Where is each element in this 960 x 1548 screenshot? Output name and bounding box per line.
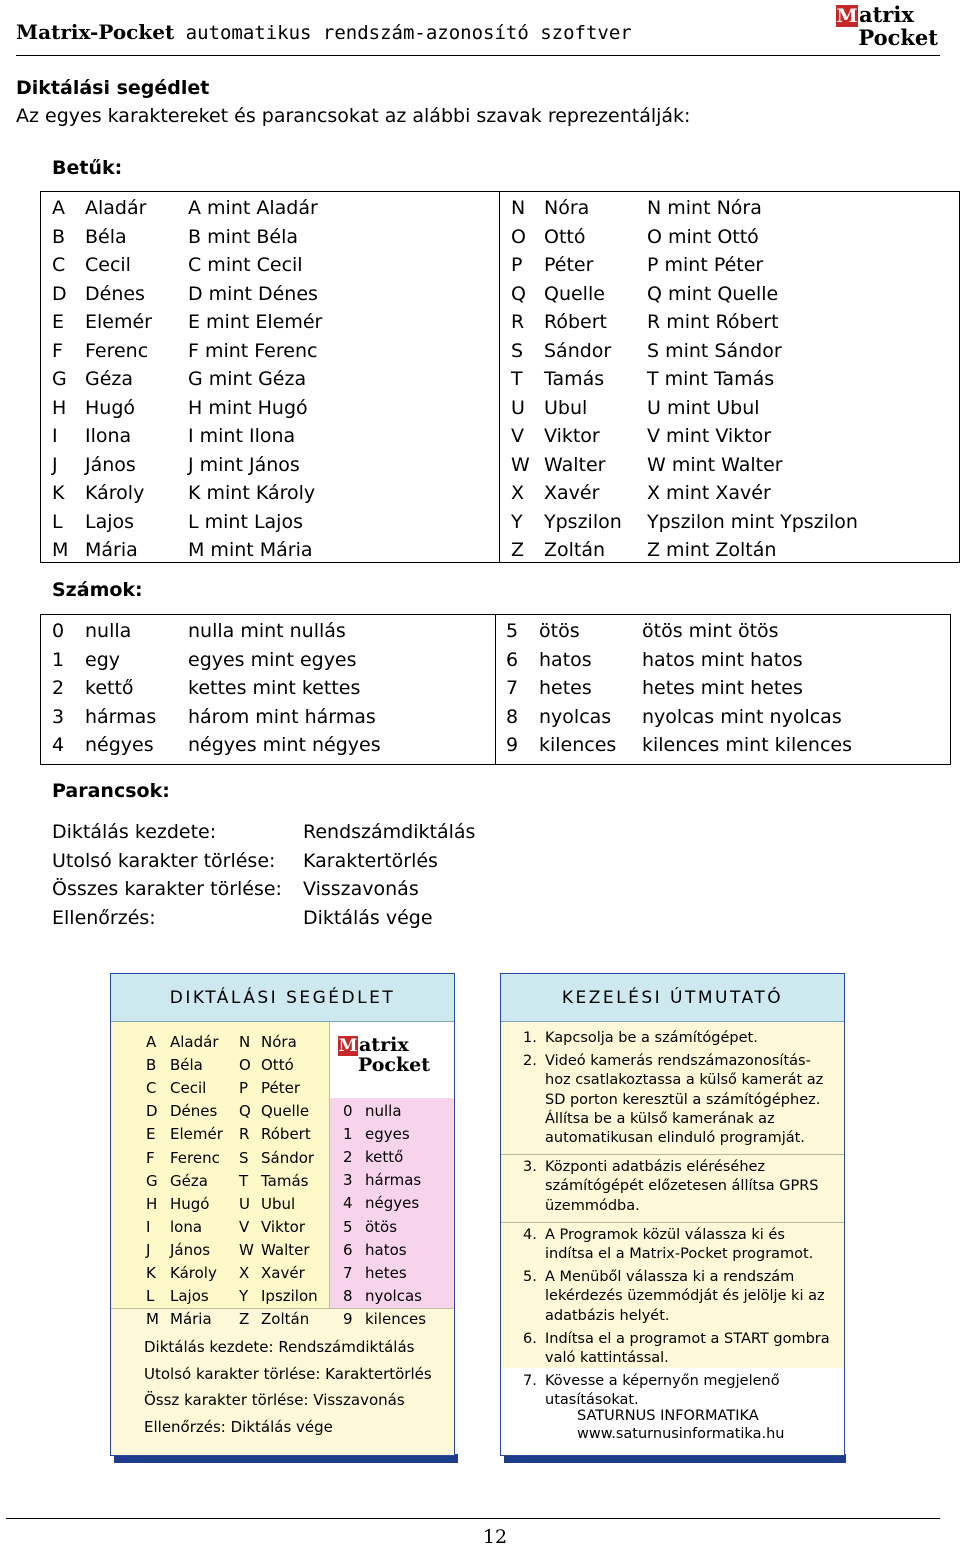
letter-row-cell-3: N mint Nóra	[647, 197, 762, 219]
step-text-line: indítsa el a Matrix-Pocket programot.	[545, 1246, 814, 1262]
number-row-cell-2: egy	[85, 648, 120, 671]
card-letter-row-cell-1: U	[239, 1194, 250, 1213]
card-letter-row-cell-1: C	[146, 1079, 157, 1098]
number-row-cell-3: kilences mint kilences	[642, 734, 853, 756]
card-digit-row-cell-1: 2	[343, 1148, 353, 1167]
number-row-cell-2: kilences	[539, 734, 617, 756]
card-letter-row-cell-1: T	[239, 1171, 249, 1190]
letter-row-cell-2: Géza	[85, 368, 134, 390]
step-separator	[501, 1154, 845, 1155]
letter-row-cell-2: Xavér	[544, 482, 600, 504]
number-row-cell-3: négyes mint négyes	[188, 734, 381, 756]
card-letter-row-cell-2: Dénes	[170, 1102, 218, 1121]
card-digit-row-cell-1: 8	[343, 1286, 353, 1305]
card-letter-row-cell-1: D	[146, 1102, 158, 1121]
letter-row-cell-2: János	[85, 453, 136, 476]
step-number: 3.	[523, 1159, 537, 1176]
card-letter-row-cell-2: Viktor	[261, 1217, 306, 1236]
card-digit-row-cell-1: 4	[343, 1194, 353, 1213]
letter-row-cell-3: P mint Péter	[647, 254, 764, 276]
letter-row-cell-2: Róbert	[544, 311, 607, 333]
letter-row-cell-2: Dénes	[85, 282, 145, 305]
logo-atrix-text: atrix	[859, 2, 914, 27]
step-text-line: Videó kamerás rendszámazonosítás-	[545, 1053, 811, 1070]
letter-row-cell-3: E mint Elemér	[188, 311, 323, 333]
card-letter-row-cell-1: Z	[239, 1310, 250, 1329]
letter-row-cell-3: Q mint Quelle	[647, 282, 779, 305]
card-letter-row-cell-1: H	[146, 1194, 158, 1213]
letter-row-cell-3: Ypszilon mint Ypszilon	[647, 510, 858, 533]
step-number: 2.	[523, 1053, 537, 1070]
step-text-line: adatbázis helyét.	[545, 1307, 670, 1324]
page-number: 12	[482, 1526, 508, 1548]
card-letter-row-cell-1: P	[239, 1079, 249, 1098]
letter-row-cell-1: W	[511, 453, 530, 476]
letter-row-cell-3: K mint Károly	[188, 482, 316, 504]
letter-row-cell-2: Péter	[544, 254, 594, 276]
number-row-cell-1: 8	[506, 705, 519, 728]
number-row-cell-2: hármas	[85, 705, 157, 728]
card-letter-row-cell-1: I	[146, 1217, 151, 1236]
letter-row-cell-1: V	[511, 425, 524, 447]
step-text-line: való kattintással.	[545, 1350, 669, 1366]
card-digit-row-cell-1: 6	[343, 1240, 353, 1259]
number-row-cell-3: ötös mint ötös	[642, 620, 779, 642]
letter-row-cell-3: A mint Aladár	[188, 197, 318, 219]
number-row-cell-3: kettes mint kettes	[188, 677, 361, 699]
card-letter-row-cell-2: Nóra	[261, 1033, 297, 1051]
command-row-cell-2: Diktálás vége	[303, 906, 433, 929]
letter-row-cell-2: Béla	[85, 225, 127, 248]
card-digit-row-cell-2: hatos	[365, 1240, 407, 1259]
letter-row-cell-1: R	[511, 311, 525, 333]
letter-row-cell-3: I mint Ilona	[188, 425, 296, 447]
letter-row-cell-1: U	[511, 396, 525, 419]
number-row-cell-1: 6	[506, 648, 519, 671]
page-header	[16, 16, 940, 56]
card-letter-row-cell-1: K	[146, 1264, 156, 1282]
card-command-line: Össz karakter törlése: Visszavonás	[144, 1391, 405, 1409]
number-row-cell-2: hatos	[539, 648, 592, 671]
letter-row-cell-1: H	[52, 396, 67, 419]
letter-row-cell-2: Walter	[544, 453, 606, 476]
card-letter-row-cell-2: Lajos	[170, 1287, 209, 1306]
numbers-heading: Számok:	[52, 579, 143, 601]
letter-row-cell-1: L	[52, 510, 63, 533]
letter-row-cell-1: M	[52, 539, 69, 561]
letter-row-cell-3: U mint Ubul	[647, 396, 760, 419]
number-row-cell-1: 9	[506, 734, 519, 756]
number-row-cell-2: kettő	[85, 677, 134, 699]
letter-row-cell-1: F	[52, 339, 63, 362]
number-row-cell-3: három mint hármas	[188, 705, 376, 728]
letter-row-cell-2: Ottó	[544, 225, 586, 248]
letter-row-cell-3: X mint Xavér	[647, 482, 771, 504]
letter-row-cell-1: N	[511, 197, 526, 219]
step-text-line: Központi adatbázis eléréséhez	[545, 1159, 766, 1176]
card-command-line: Diktálás kezdete: Rendszámdiktálás	[144, 1338, 415, 1356]
card-letter-row-cell-2: Ipszilon	[261, 1287, 318, 1306]
letter-row-cell-3: G mint Géza	[188, 368, 307, 390]
card-letter-row-cell-2: Quelle	[261, 1102, 310, 1121]
card-letter-row-cell-1: L	[146, 1287, 155, 1306]
number-row-cell-3: nulla mint nullás	[188, 620, 346, 642]
commands-heading: Parancsok:	[52, 780, 170, 802]
letter-row-cell-3: C mint Cecil	[188, 254, 303, 276]
letters-table-divider	[499, 191, 500, 563]
letter-row-cell-1: B	[52, 225, 66, 248]
number-row-cell-2: ötös	[539, 620, 580, 642]
letter-row-cell-1: I	[52, 425, 58, 447]
command-row-cell-2: Karaktertörlés	[303, 849, 438, 872]
step-number: 7.	[523, 1373, 537, 1390]
letter-row-cell-1: O	[511, 225, 526, 248]
footer-rule	[6, 1518, 940, 1519]
letter-row-cell-3: L mint Lajos	[188, 510, 303, 533]
letter-row-cell-2: Ferenc	[85, 339, 149, 362]
card-letter-row-cell-2: Mária	[170, 1310, 212, 1329]
letter-row-cell-1: K	[52, 482, 65, 504]
card-letter-row-cell-1: O	[239, 1056, 251, 1075]
letter-row-cell-2: Quelle	[544, 282, 605, 305]
step-text-line: Állítsa be a külső kamerának az	[545, 1110, 775, 1127]
card-digit-row-cell-1: 5	[343, 1217, 353, 1236]
number-row-cell-2: nyolcas	[539, 705, 612, 728]
number-row-cell-1: 0	[52, 620, 65, 642]
step-text-line: számítógépét előzetesen állítsa GPRS	[545, 1178, 819, 1195]
step-text-line: A Menüből válassza ki a rendszám	[545, 1269, 795, 1286]
letter-row-cell-2: Ypszilon	[544, 510, 622, 533]
company-name: SATURNUS INFORMATIKA	[577, 1408, 759, 1424]
letter-row-cell-3: O mint Ottó	[647, 225, 759, 248]
card-letter-row-cell-2: Hugó	[170, 1194, 210, 1213]
intro-text: Az egyes karaktereket és parancsokat az alábbi szavak reprezentálják:	[16, 105, 691, 127]
card-letter-row-cell-2: Ubul	[261, 1194, 296, 1213]
card-digit-row-cell-1: 7	[343, 1263, 353, 1282]
step-text-line: SD porton keresztül a számítógéphez.	[545, 1091, 821, 1108]
card-digit-row-cell-2: kilences	[365, 1309, 427, 1328]
numbers-table-divider	[495, 614, 496, 765]
card-digit-row-cell-2: egyes	[365, 1125, 410, 1144]
card-letter-row-cell-2: Zoltán	[261, 1310, 310, 1329]
letter-row-cell-1: C	[52, 254, 66, 276]
step-number: 5.	[523, 1269, 537, 1286]
card-letter-row-cell-2: János	[170, 1240, 211, 1259]
letter-row-cell-3: S mint Sándor	[647, 339, 782, 362]
letter-row-cell-2: Zoltán	[544, 539, 606, 561]
card-letter-row-cell-1: B	[146, 1056, 157, 1075]
letter-row-cell-3: T mint Tamás	[647, 368, 775, 390]
number-row-cell-3: hetes mint hetes	[642, 677, 803, 699]
logo-m-glyph: M	[836, 5, 858, 27]
card-letter-row-cell-2: Ottó	[261, 1056, 294, 1075]
card-digit-row-cell-2: hármas	[365, 1171, 422, 1190]
letter-row-cell-2: Nóra	[544, 197, 590, 219]
card-letter-row-cell-1: V	[239, 1217, 250, 1236]
card-letter-row-cell-1: F	[146, 1148, 155, 1167]
letter-row-cell-2: Mária	[85, 539, 138, 561]
number-row-cell-1: 2	[52, 677, 65, 699]
letters-table	[40, 191, 960, 563]
letter-row-cell-2: Lajos	[85, 510, 135, 533]
number-row-cell-2: négyes	[85, 734, 154, 756]
letter-row-cell-3: R mint Róbert	[647, 311, 779, 333]
card-letter-row-cell-2: Róbert	[261, 1125, 311, 1144]
letter-row-cell-1: T	[511, 368, 523, 390]
letter-row-cell-3: V mint Viktor	[647, 425, 772, 447]
letter-row-cell-2: Aladár	[85, 197, 147, 219]
letters-heading: Betűk:	[52, 157, 123, 179]
number-row-cell-1: 7	[506, 677, 519, 699]
number-row-cell-1: 4	[52, 734, 65, 756]
header-title	[16, 20, 632, 44]
letter-row-cell-1: D	[52, 282, 67, 305]
card-letter-row-cell-2: Péter	[261, 1079, 301, 1098]
card-digit-row-cell-2: nyolcas	[365, 1286, 422, 1305]
card-letter-row-cell-2: Aladár	[170, 1033, 219, 1051]
card-letter-row-cell-1: W	[239, 1240, 254, 1259]
instructions-card-title: KEZELÉSI ÚTMUTATÓ	[501, 974, 844, 1022]
letter-row-cell-1: E	[52, 311, 65, 333]
dictation-card-title: DIKTÁLÁSI SEGÉDLET	[111, 974, 454, 1022]
number-row-cell-3: hatos mint hatos	[642, 648, 803, 671]
command-row-cell-1: Utolsó karakter törlése:	[52, 849, 276, 872]
card-logo-atrix-text: atrix	[359, 1034, 409, 1056]
step-separator	[501, 1222, 845, 1223]
card-logo-m-glyph: M	[338, 1036, 358, 1056]
card-letter-row-cell-2: Tamás	[261, 1171, 309, 1190]
card-letter-row-cell-2: Károly	[170, 1264, 217, 1282]
letter-row-cell-3: D mint Dénes	[188, 282, 318, 305]
card-letter-row-cell-1: G	[146, 1171, 158, 1190]
card-digit-row-cell-2: ötös	[365, 1217, 398, 1236]
command-row-cell-2: Rendszámdiktálás	[303, 821, 476, 843]
letter-row-cell-3: W mint Walter	[647, 453, 783, 476]
number-row-cell-2: hetes	[539, 677, 592, 699]
company-website: www.saturnusinformatika.hu	[577, 1426, 785, 1442]
step-text-line: utasításokat.	[545, 1392, 639, 1409]
letter-row-cell-2: Cecil	[85, 254, 131, 276]
number-row-cell-1: 3	[52, 705, 65, 728]
step-text-line: Kövesse a képernyőn megjelenő	[545, 1373, 780, 1390]
step-text-line: lekérdezés üzemmódját és jelölje ki az	[545, 1288, 825, 1305]
card-commands-divider	[111, 1308, 455, 1309]
header-brand: Matrix-Pocket	[16, 20, 175, 44]
card-command-line: Utolsó karakter törlése: Karaktertörlés	[144, 1364, 432, 1383]
card-letter-row-cell-2: Géza	[170, 1171, 208, 1190]
letter-row-cell-1: S	[511, 339, 524, 362]
card-column-divider	[329, 1022, 330, 1308]
letter-row-cell-3: F mint Ferenc	[188, 339, 318, 362]
step-number: 6.	[523, 1330, 537, 1347]
letter-row-cell-3: Z mint Zoltán	[647, 539, 777, 561]
card-logo-pocket-text: Pocket	[357, 1054, 430, 1076]
letter-row-cell-3: M mint Mária	[188, 539, 313, 561]
card-letter-row-cell-2: Sándor	[261, 1148, 315, 1167]
command-row-cell-2: Visszavonás	[303, 878, 419, 900]
card-letter-row-cell-2: Béla	[170, 1056, 203, 1075]
card-command-line: Ellenőrzés: Diktálás vége	[144, 1417, 333, 1436]
letter-row-cell-1: J	[52, 453, 58, 476]
card-digit-row-cell-1: 3	[343, 1171, 353, 1190]
number-row-cell-1: 1	[52, 648, 65, 671]
card-letter-row-cell-1: E	[146, 1125, 156, 1144]
letter-row-cell-3: J mint János	[188, 453, 300, 476]
letter-row-cell-1: Q	[511, 282, 526, 305]
number-row-cell-2: nulla	[85, 620, 132, 642]
letter-row-cell-3: H mint Hugó	[188, 396, 308, 419]
card-digit-row-cell-2: hetes	[365, 1263, 407, 1282]
letter-row-cell-2: Viktor	[544, 425, 600, 447]
letter-row-cell-1: Y	[511, 510, 523, 533]
number-row-cell-3: nyolcas mint nyolcas	[642, 705, 842, 728]
letter-row-cell-1: Z	[511, 539, 525, 561]
step-text-line: A Programok közül válassza ki és	[545, 1226, 785, 1243]
card-letter-row-cell-1: R	[239, 1125, 250, 1144]
card-letter-row-cell-1: M	[146, 1310, 159, 1329]
command-row-cell-1: Összes karakter törlése:	[52, 878, 282, 900]
instructions-card	[500, 973, 845, 1456]
card-letter-row-cell-2: Xavér	[261, 1264, 305, 1282]
letter-row-cell-2: Károly	[85, 482, 145, 504]
card-letter-row-cell-1: S	[239, 1148, 249, 1167]
number-row-cell-3: egyes mint egyes	[188, 648, 357, 671]
card-digit-row-cell-2: kettő	[365, 1148, 404, 1167]
card-letter-row-cell-1: A	[146, 1033, 157, 1051]
card-digit-row-cell-1: 1	[343, 1125, 353, 1144]
letter-row-cell-1: P	[511, 254, 523, 276]
card-digit-row-cell-2: négyes	[365, 1194, 420, 1213]
letter-row-cell-2: Sándor	[544, 339, 612, 362]
letter-row-cell-2: Tamás	[544, 368, 605, 390]
step-number: 4.	[523, 1226, 537, 1243]
step-text-line: Indítsa el a programot a START gombra	[545, 1330, 830, 1347]
matrix-pocket-logo	[836, 4, 942, 48]
card-letter-row-cell-1: J	[146, 1240, 151, 1259]
card-letter-row-cell-1: Y	[239, 1287, 249, 1306]
card-digit-row-cell-1: 0	[343, 1102, 353, 1120]
letter-row-cell-2: Ilona	[85, 425, 132, 447]
card-letter-row-cell-2: lona	[170, 1217, 203, 1236]
command-row-cell-1: Diktálás kezdete:	[52, 821, 217, 843]
card-matrix-pocket-logo	[338, 1036, 432, 1075]
letter-row-cell-2: Elemér	[85, 311, 152, 333]
letter-row-cell-2: Hugó	[85, 396, 136, 419]
card-letter-row-cell-2: Elemér	[170, 1125, 223, 1144]
card-digit-row-cell-2: nulla	[365, 1102, 402, 1120]
section-title: Diktálási segédlet	[16, 77, 210, 99]
card-letter-row-cell-1: X	[239, 1264, 250, 1282]
step-text-line: Kapcsolja be a számítógépet.	[545, 1030, 758, 1046]
card-letter-row-cell-1: N	[239, 1033, 251, 1051]
step-number: 1.	[523, 1030, 537, 1046]
letter-row-cell-1: G	[52, 368, 67, 390]
letter-row-cell-1: A	[52, 197, 65, 219]
letter-row-cell-1: X	[511, 482, 525, 504]
card-letter-row-cell-2: Cecil	[170, 1079, 207, 1098]
letter-row-cell-3: B mint Béla	[188, 225, 299, 248]
card-letter-row-cell-2: Ferenc	[170, 1148, 220, 1167]
logo-pocket-text: Pocket	[858, 25, 938, 50]
card-letter-row-cell-1: Q	[239, 1102, 251, 1121]
header-subtitle: automatikus rendszám-azonosító szoftver	[174, 22, 632, 44]
step-text-line: hoz csatlakoztassa a külső kamerát az	[545, 1072, 824, 1089]
letter-row-cell-2: Ubul	[544, 396, 588, 419]
card-digit-row-cell-1: 9	[343, 1309, 353, 1328]
command-row-cell-1: Ellenőrzés:	[52, 906, 156, 929]
step-text-line: üzemmódba.	[545, 1197, 640, 1214]
number-row-cell-1: 5	[506, 620, 519, 642]
step-text-line: automatikusan elinduló programját.	[545, 1130, 805, 1146]
card-letter-row-cell-2: Walter	[261, 1240, 310, 1259]
